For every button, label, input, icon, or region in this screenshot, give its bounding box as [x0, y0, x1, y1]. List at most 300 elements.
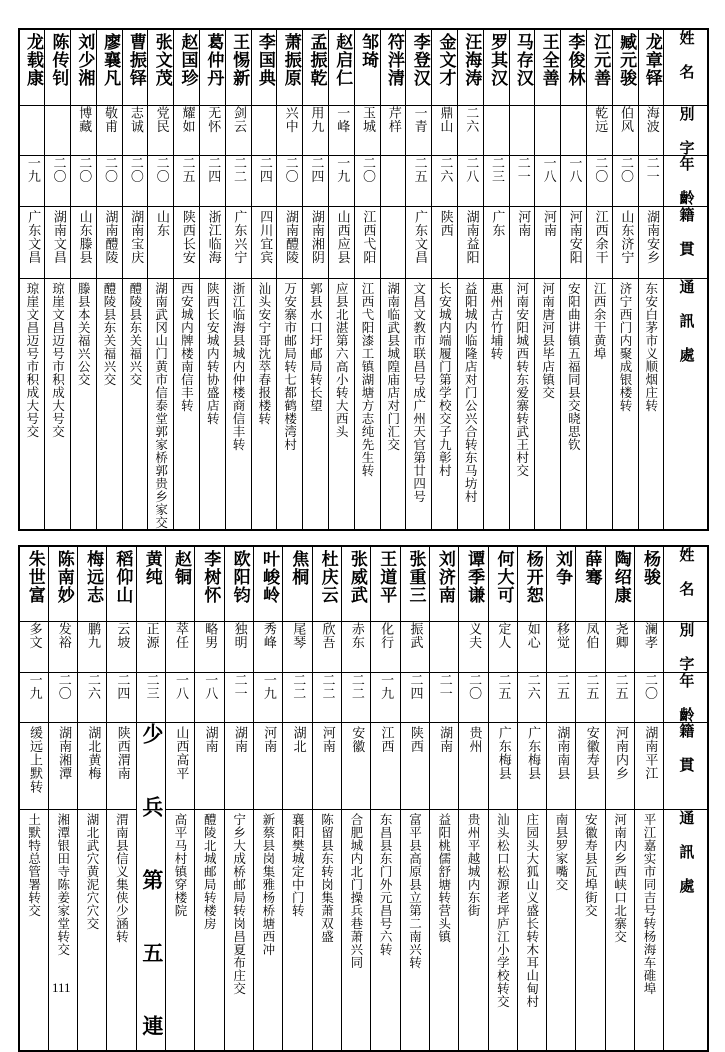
- cell-origin-text: 湖南益阳: [463, 210, 477, 264]
- cell-name: [638, 29, 664, 105]
- cell-age: [225, 156, 251, 207]
- cell-age-text: 二〇: [51, 156, 65, 183]
- cell-alias: [251, 105, 277, 156]
- cell-alias: [96, 105, 122, 156]
- cell-origin: [329, 206, 355, 278]
- cell-origin-text: 广东文昌: [412, 210, 426, 264]
- cell-alias-text: 兴中: [283, 106, 297, 133]
- cell-address: [71, 278, 97, 530]
- cell-address: [561, 278, 587, 530]
- cell-name: [483, 29, 509, 105]
- cell-alias-text: 玉城: [361, 106, 375, 133]
- cell-address-text: 襄阳樊城定中门转: [291, 813, 305, 917]
- cell-alias-text: 志诚: [128, 106, 142, 133]
- cell-age-text: 二一: [232, 673, 246, 700]
- cell-alias: [638, 105, 664, 156]
- cell-name: [341, 546, 370, 622]
- table-row-origins: [19, 723, 708, 810]
- cell-alias-text: 无怀: [206, 106, 220, 133]
- cell-age: [612, 156, 638, 207]
- cell-name: [283, 546, 312, 622]
- cell-origin-text: 湖南: [232, 726, 246, 753]
- cell-origin: [432, 206, 458, 278]
- cell-alias: [303, 105, 329, 156]
- unit-label-text: 少 兵 第 五 連: [140, 723, 162, 1050]
- cell-name: [19, 546, 48, 622]
- cell-address-text: 高平马村镇穿楼院: [173, 813, 187, 917]
- cell-origin: [587, 206, 613, 278]
- cell-address: [371, 809, 400, 1051]
- cell-origin: [78, 723, 107, 810]
- cell-name-text: 黄纯: [142, 550, 160, 586]
- cell-age: [380, 156, 406, 207]
- cell-origin: [19, 723, 48, 810]
- cell-address-text: 醴陵北城邮局转楼房: [203, 813, 217, 930]
- cell-name: [509, 29, 535, 105]
- cell-age: [605, 672, 634, 723]
- cell-origin-text: 江西余干: [592, 210, 606, 264]
- cell-age: [459, 672, 488, 723]
- cell-name: [587, 29, 613, 105]
- header-alias-text: 別 字: [678, 106, 694, 156]
- cell-origin: [277, 206, 303, 278]
- cell-age: [354, 156, 380, 207]
- cell-name-text: 孟振乾: [307, 33, 325, 87]
- cell-origin: [612, 206, 638, 278]
- header-address: [664, 278, 708, 530]
- cell-address: [277, 278, 303, 530]
- cell-address: [312, 809, 341, 1051]
- cell-age: [122, 156, 148, 207]
- cell-origin-text: 河南: [320, 726, 334, 753]
- cell-address-text: 湖北武穴黄泥穴穴交: [86, 813, 100, 930]
- cell-alias: [19, 105, 45, 156]
- cell-address-text: 新蔡县岗集雅杨桥塘西冲: [261, 813, 275, 956]
- cell-alias: [605, 622, 634, 673]
- cell-alias: [19, 622, 48, 673]
- cell-address-text: 东昌县东门外元昌号六转: [379, 813, 393, 956]
- cell-origin-text: 广东: [489, 210, 503, 237]
- cell-name: [136, 546, 165, 622]
- cell-name-text: 梅远志: [83, 550, 101, 604]
- cell-address: [166, 809, 195, 1051]
- cell-origin: [535, 206, 561, 278]
- roster-table-bottom: [18, 545, 709, 1052]
- header-origin: [664, 723, 708, 810]
- cell-alias: [195, 622, 224, 673]
- cell-origin: [576, 723, 605, 810]
- cell-alias-text: 伯风: [618, 106, 632, 133]
- cell-name-text: 龙载康: [23, 33, 41, 87]
- cell-alias: [254, 622, 283, 673]
- cell-name: [535, 29, 561, 105]
- cell-address-text: 河南内乡西峡口北寨交: [613, 813, 627, 943]
- cell-alias: [406, 105, 432, 156]
- cell-name-text: 邹琦: [358, 33, 376, 69]
- cell-address: [200, 278, 226, 530]
- header-name-text: 姓 名: [678, 547, 694, 597]
- cell-address-text: 汕头松口松源老坪庐江小学校转交: [496, 813, 510, 1008]
- cell-age: [547, 672, 576, 723]
- cell-age: [341, 672, 370, 723]
- cell-address: [535, 278, 561, 530]
- cell-name: [354, 29, 380, 105]
- cell-name-text: 欧阳钧: [230, 550, 248, 604]
- cell-address: [354, 278, 380, 530]
- cell-origin: [635, 723, 664, 810]
- cell-age-text: 二四: [206, 156, 220, 183]
- cell-age: [406, 156, 432, 207]
- cell-origin: [48, 723, 77, 810]
- cell-address: [195, 809, 224, 1051]
- cell-alias-text: 多文: [27, 622, 41, 649]
- cell-age-text: 二五: [613, 673, 627, 700]
- cell-address-text: 江西弋阳漆工镇湖塘方志纯先生转: [361, 282, 375, 477]
- table-row-names: [19, 29, 708, 105]
- cell-address: [488, 809, 517, 1051]
- cell-age: [174, 156, 200, 207]
- cell-address: [303, 278, 329, 530]
- cell-address: [122, 278, 148, 530]
- cell-name: [45, 29, 71, 105]
- cell-age-text: 一九: [379, 673, 393, 700]
- cell-age: [136, 672, 165, 723]
- cell-name: [277, 29, 303, 105]
- cell-origin: [166, 723, 195, 810]
- cell-name: [312, 546, 341, 622]
- cell-age-text: 二〇: [77, 156, 91, 183]
- cell-age-text: 二八: [464, 156, 478, 183]
- cell-name-text: 叶峻岭: [259, 550, 277, 604]
- cell-age-text: 一八: [567, 156, 581, 183]
- cell-origin: [122, 206, 148, 278]
- cell-origin-text: 湖南: [437, 726, 451, 753]
- cell-origin-text: 河南: [261, 726, 275, 753]
- table-row-addresses: [19, 809, 708, 1051]
- cell-alias-text: 二六: [464, 106, 478, 133]
- cell-origin-text: 山东: [154, 210, 168, 237]
- cell-address-text: 浙江临海县城内仲楼商信丰转: [232, 282, 246, 451]
- cell-origin: [195, 723, 224, 810]
- cell-address-text: 安阳曲讲镇五福同县交晓思钦: [567, 282, 581, 451]
- cell-origin-text: 湖南宝庆: [128, 210, 142, 264]
- cell-origin-text: 湖南: [202, 726, 216, 753]
- cell-alias: [122, 105, 148, 156]
- cell-alias-text: 乾远: [593, 106, 607, 133]
- cell-address: [283, 809, 312, 1051]
- cell-name: [19, 29, 45, 105]
- cell-name: [200, 29, 226, 105]
- cell-age: [517, 672, 546, 723]
- cell-name: [517, 546, 546, 622]
- cell-address: [254, 809, 283, 1051]
- cell-origin: [509, 206, 535, 278]
- cell-name: [605, 546, 634, 622]
- cell-alias: [341, 622, 370, 673]
- cell-age-text: 二六: [86, 673, 100, 700]
- cell-name-text: 臧元骏: [616, 33, 634, 87]
- cell-age: [78, 672, 107, 723]
- cell-origin: [45, 206, 71, 278]
- cell-age: [166, 672, 195, 723]
- cell-name: [303, 29, 329, 105]
- cell-age-text: 二三: [489, 156, 503, 183]
- cell-name-text: 符泮清: [384, 33, 402, 87]
- cell-origin: [174, 206, 200, 278]
- cell-name: [612, 29, 638, 105]
- cell-address: [224, 809, 253, 1051]
- cell-address-text: 东安白茅市义顺烟庄转: [644, 282, 658, 412]
- cell-address-text: 万安寨市邮局转七都鹤楼湾村: [283, 282, 297, 451]
- cell-address-text: 郭县水口圩邮局转长望: [309, 282, 323, 412]
- header-alias: [664, 105, 708, 156]
- cell-alias: [148, 105, 174, 156]
- cell-name: [122, 29, 148, 105]
- cell-origin-text: 湖南醴陵: [102, 210, 116, 264]
- cell-name-text: 王全善: [539, 33, 557, 87]
- cell-origin: [459, 723, 488, 810]
- cell-alias-text: 振武: [408, 622, 422, 649]
- cell-address-text: 湖南临武县城隍庙店对门汇交: [386, 282, 400, 451]
- cell-origin-text: 四川宜宾: [257, 210, 271, 264]
- cell-name-text: 罗其汉: [487, 33, 505, 87]
- cell-age-text: 一九: [261, 673, 275, 700]
- cell-origin-text: 广东文昌: [25, 210, 39, 264]
- cell-name-text: 稻仰山: [113, 550, 131, 604]
- cell-name: [432, 29, 458, 105]
- cell-address-text: 琼崖文昌迈号市积成大号交: [25, 282, 39, 438]
- cell-origin-text: 安徽: [349, 726, 363, 753]
- cell-origin: [517, 723, 546, 810]
- cell-address-text: 平江嘉实市同吉号转杨海车碓埠: [642, 813, 656, 995]
- cell-name: [380, 29, 406, 105]
- cell-age: [371, 672, 400, 723]
- cell-alias-text: 正源: [144, 622, 158, 649]
- cell-age: [400, 672, 429, 723]
- cell-name-text: 陈南妙: [54, 550, 72, 604]
- cell-alias: [488, 622, 517, 673]
- cell-address: [400, 809, 429, 1051]
- cell-alias: [576, 622, 605, 673]
- cell-origin-text: 广东梅县: [525, 726, 539, 780]
- cell-name-text: 李树怀: [201, 550, 219, 604]
- cell-age: [224, 672, 253, 723]
- cell-alias-text: 剑云: [232, 106, 246, 133]
- cell-origin: [341, 723, 370, 810]
- cell-alias: [458, 105, 484, 156]
- cell-alias-text: 耀如: [180, 106, 194, 133]
- cell-address: [635, 809, 664, 1051]
- cell-origin-text: 湖南文昌: [51, 210, 65, 264]
- cell-origin: [547, 723, 576, 810]
- header-origin: [664, 206, 708, 278]
- header-age-text: 年 齡: [678, 156, 694, 206]
- cell-age-text: 一九: [335, 156, 349, 183]
- cell-name: [488, 546, 517, 622]
- cell-origin-text: 湖南湘阴: [309, 210, 323, 264]
- cell-age: [19, 156, 45, 207]
- cell-name-text: 薛骞: [582, 550, 600, 586]
- cell-name: [224, 546, 253, 622]
- cell-age-text: 二〇: [56, 673, 70, 700]
- cell-address-text: 长安城内端履门第学校交子九彰村: [438, 282, 452, 477]
- cell-origin: [312, 723, 341, 810]
- cell-alias-text: 一青: [412, 106, 426, 133]
- cell-origin-text: 山东济宁: [618, 210, 632, 264]
- cell-address: [576, 809, 605, 1051]
- cell-age-text: 二二: [291, 673, 305, 700]
- cell-age: [638, 156, 664, 207]
- cell-address-text: 江西余干黄埠: [593, 282, 607, 360]
- cell-alias-text: 发裕: [56, 622, 70, 649]
- cell-origin-text: 湖南醴陵: [283, 210, 297, 264]
- cell-name: [371, 546, 400, 622]
- cell-name-text: 葛仲丹: [204, 33, 222, 87]
- table-row-addresses: [19, 278, 708, 530]
- cell-age: [195, 672, 224, 723]
- cell-name: [406, 29, 432, 105]
- cell-alias-text: 义夫: [467, 622, 481, 649]
- cell-origin-text: 陕西: [408, 726, 422, 753]
- cell-age: [19, 672, 48, 723]
- cell-age-text: 二〇: [642, 673, 656, 700]
- cell-origin: [148, 206, 174, 278]
- cell-name-text: 马存汉: [513, 33, 531, 87]
- cell-address: [483, 278, 509, 530]
- cell-age: [45, 156, 71, 207]
- cell-age-text: 二三: [144, 673, 158, 700]
- cell-age-text: 二〇: [467, 673, 481, 700]
- cell-origin-text: 缓远上默转: [27, 726, 41, 794]
- cell-name: [458, 29, 484, 105]
- cell-alias-text: 一峰: [335, 106, 349, 133]
- cell-origin: [19, 206, 45, 278]
- cell-name-text: 曹振铎: [126, 33, 144, 87]
- cell-alias-text: 独明: [232, 622, 246, 649]
- cell-age-text: 二〇: [593, 156, 607, 183]
- cell-origin: [283, 723, 312, 810]
- cell-alias: [200, 105, 226, 156]
- cell-origin-text: 河南: [515, 210, 529, 237]
- cell-name-text: 张威武: [347, 550, 365, 604]
- header-name: [664, 29, 708, 105]
- cell-alias: [561, 105, 587, 156]
- cell-name-text: 李国典: [255, 33, 273, 87]
- cell-origin: [96, 206, 122, 278]
- cell-alias: [78, 622, 107, 673]
- cell-name-text: 王道平: [377, 550, 395, 604]
- cell-name: [429, 546, 458, 622]
- cell-origin: [107, 723, 136, 810]
- cell-address: [225, 278, 251, 530]
- cell-origin: [483, 206, 509, 278]
- cell-address: [459, 809, 488, 1051]
- table-row-aliases: [19, 105, 708, 156]
- cell-name-text: 刘争: [552, 550, 570, 586]
- cell-alias: [432, 105, 458, 156]
- cell-origin: [200, 206, 226, 278]
- header-age: [664, 672, 708, 723]
- cell-address-text: 陕西长安城内转协盛店转: [206, 282, 220, 425]
- cell-age-text: 二二: [320, 673, 334, 700]
- cell-address: [380, 278, 406, 530]
- cell-origin: [254, 723, 283, 810]
- cell-name-text: 江元善: [591, 33, 609, 87]
- cell-age-text: 二一: [437, 673, 451, 700]
- cell-address-text: 惠州古竹埔转: [489, 282, 503, 360]
- cell-name-text: 张重三: [406, 550, 424, 604]
- cell-origin: [400, 723, 429, 810]
- cell-age-text: 二〇: [154, 156, 168, 183]
- cell-age-text: 一八: [173, 673, 187, 700]
- cell-address-text: 庄园头大狐山义盛长转木耳山甸村: [525, 813, 539, 1008]
- cell-alias-text: 博藏: [77, 106, 91, 133]
- cell-alias-text: 尾琴: [291, 622, 305, 649]
- cell-alias-text: 尧卿: [613, 622, 627, 649]
- cell-address: [406, 278, 432, 530]
- cell-name: [225, 29, 251, 105]
- cell-age: [535, 156, 561, 207]
- cell-origin: [605, 723, 634, 810]
- cell-origin: [303, 206, 329, 278]
- cell-alias: [224, 622, 253, 673]
- cell-origin-text: 河南内乡: [613, 726, 627, 780]
- cell-alias: [174, 105, 200, 156]
- cell-age-text: 二五: [555, 673, 569, 700]
- cell-alias: [400, 622, 429, 673]
- cell-address: [547, 809, 576, 1051]
- cell-address-text: 渭南县信义集侠少涵转: [115, 813, 129, 943]
- cell-age: [509, 156, 535, 207]
- cell-name: [459, 546, 488, 622]
- cell-origin-text: 湖北: [290, 726, 304, 753]
- cell-address: [341, 809, 370, 1051]
- cell-age-text: 二〇: [361, 156, 375, 183]
- cell-age: [148, 156, 174, 207]
- cell-address: [96, 278, 122, 530]
- cell-origin-text: 浙江临海: [205, 210, 219, 264]
- cell-name-text: 谭季谦: [465, 550, 483, 604]
- cell-alias: [371, 622, 400, 673]
- cell-origin-text: 河南: [541, 210, 555, 237]
- cell-name: [96, 29, 122, 105]
- cell-name-text: 李俊林: [565, 33, 583, 87]
- cell-age-text: 二四: [115, 673, 129, 700]
- cell-age: [576, 672, 605, 723]
- cell-name-text: 刘少湘: [75, 33, 93, 87]
- cell-name: [148, 29, 174, 105]
- table-row-origins: [19, 206, 708, 278]
- cell-origin: [251, 206, 277, 278]
- cell-age-text: 二五: [180, 156, 194, 183]
- cell-address-text: 汕头安宁哥沈萃春报楼转: [257, 282, 271, 425]
- cell-alias: [354, 105, 380, 156]
- cell-alias-text: 萃任: [173, 622, 187, 649]
- cell-origin-text: 湖南南县: [554, 726, 568, 780]
- cell-age-text: 二四: [408, 673, 422, 700]
- cell-name-text: 赵铜: [171, 550, 189, 586]
- cell-address-text: 富平县高原县立第二南兴转: [408, 813, 422, 969]
- cell-name-text: 李登汉: [410, 33, 428, 87]
- cell-alias: [459, 622, 488, 673]
- cell-name-text: 龙章铎: [642, 33, 660, 87]
- cell-age-text: 二五: [496, 673, 510, 700]
- cell-alias: [283, 622, 312, 673]
- cell-origin-text: 广东兴宁: [231, 210, 245, 264]
- cell-address-text: 安徽寿县瓦埠街交: [584, 813, 598, 917]
- cell-alias: [517, 622, 546, 673]
- cell-alias-text: 党民: [154, 106, 168, 133]
